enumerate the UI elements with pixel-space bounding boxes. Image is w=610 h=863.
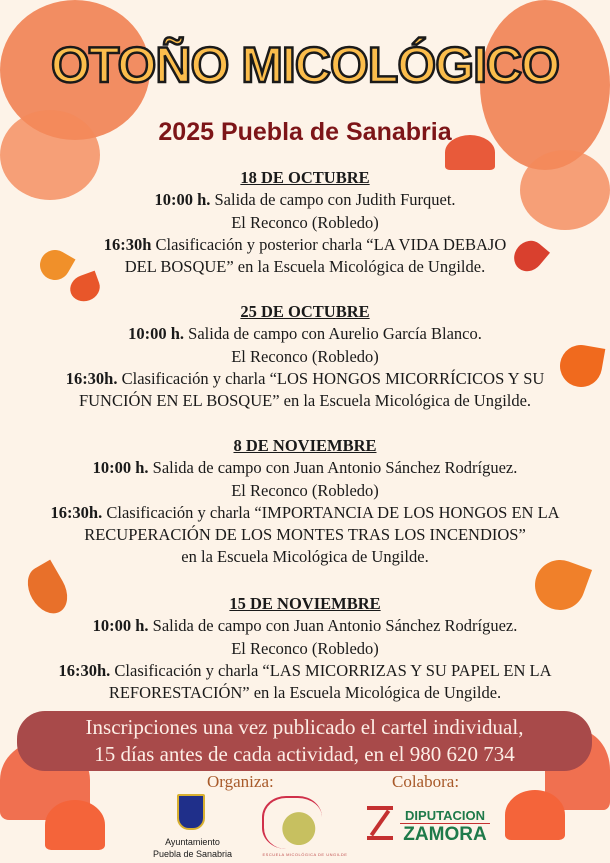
session-date: 25 DE OCTUBRE — [240, 302, 370, 321]
banner-line: 15 días antes de cada actividad, en el 980 620 734 — [94, 742, 515, 766]
place: El Reconco (Robledo) — [231, 638, 379, 658]
registration-banner — [17, 711, 592, 771]
colabora-label: Colabora: — [392, 772, 460, 791]
activity: REFORESTACIÓN” en la Escuela Micológica de Ungilde. — [108, 683, 502, 703]
mushroom-illustration — [505, 790, 565, 840]
session-2 — [0, 301, 610, 412]
logo-line: Puebla de Sanabria — [152, 849, 233, 859]
place: El Reconco (Robledo) — [231, 346, 379, 366]
session-4 — [0, 593, 610, 704]
time: 10:00 h. — [154, 190, 211, 210]
organiza-label: Organiza: — [207, 772, 274, 791]
session-3 — [0, 435, 610, 569]
place: El Reconco (Robledo) — [231, 212, 379, 232]
z-logo-diagonal — [370, 810, 390, 837]
session-date: 8 DE NOVIEMBRE — [233, 436, 377, 455]
escuela-micologica-logo — [262, 796, 322, 849]
activity: Clasificación y charla “LOS HONGOS MICORRÍCICOS Y SU — [117, 368, 545, 388]
time: 10:00 h. — [128, 324, 185, 344]
logo-line: ZAMORA — [400, 823, 490, 846]
session-1 — [0, 167, 610, 278]
z-logo-bottom-bar — [367, 836, 393, 840]
activity: Salida de campo con Judith Furquet. — [210, 190, 456, 210]
activity: RECUPERACIÓN DE LOS MONTES TRAS LOS INCENDIOS” — [84, 525, 526, 545]
poster-title: OTOÑO MICOLÓGICO — [50, 37, 560, 93]
activity: FUNCIÓN EN EL BOSQUE” en la Escuela Micológica de Ungilde. — [78, 391, 532, 411]
session-date: 15 DE NOVIEMBRE — [229, 594, 381, 613]
diputacion-logo-text — [400, 808, 490, 846]
logo-line: Ayuntamiento — [165, 837, 220, 847]
logo-line: DIPUTACION — [405, 808, 485, 823]
activity: Clasificación y charla “LAS MICORRIZAS Y SU PAPEL EN LA — [110, 660, 552, 680]
activity: Salida de campo con Juan Antonio Sánchez Rodríguez. — [148, 458, 518, 478]
time: 16:30h. — [58, 660, 111, 680]
time: 16:30h — [103, 234, 152, 254]
time: 16:30h. — [50, 502, 103, 522]
activity: Salida de campo con Aurelio García Blanco. — [184, 324, 482, 344]
z-logo-top-bar — [367, 806, 393, 810]
mushroom-illustration — [45, 800, 105, 850]
place: El Reconco (Robledo) — [231, 480, 379, 500]
time: 16:30h. — [65, 368, 118, 388]
poster-subtitle: 2025 Puebla de Sanabria — [158, 118, 452, 146]
time: 10:00 h. — [92, 458, 149, 478]
session-date: 18 DE OCTUBRE — [240, 168, 370, 187]
time: 10:00 h. — [92, 616, 149, 636]
ayuntamiento-shield-logo — [177, 794, 205, 830]
activity: DEL BOSQUE” en la Escuela Micológica de Ungilde. — [124, 257, 486, 277]
diputacion-z-logo — [367, 802, 395, 842]
activity: Clasificación y posterior charla “LA VIDA DEBAJO — [151, 234, 507, 254]
ayuntamiento-logo-text — [145, 836, 240, 860]
banner-line: Inscripciones una vez publicado el cartel individual, — [85, 715, 524, 739]
activity: Clasificación y charla “IMPORTANCIA DE LOS HONGOS EN LA — [102, 502, 560, 522]
escuela-logo-text: ESCUELA MICOLÓGICA DE UNGILDE — [262, 852, 348, 857]
activity: en la Escuela Micológica de Ungilde. — [181, 547, 429, 567]
activity: Salida de campo con Juan Antonio Sánchez Rodríguez. — [148, 616, 518, 636]
